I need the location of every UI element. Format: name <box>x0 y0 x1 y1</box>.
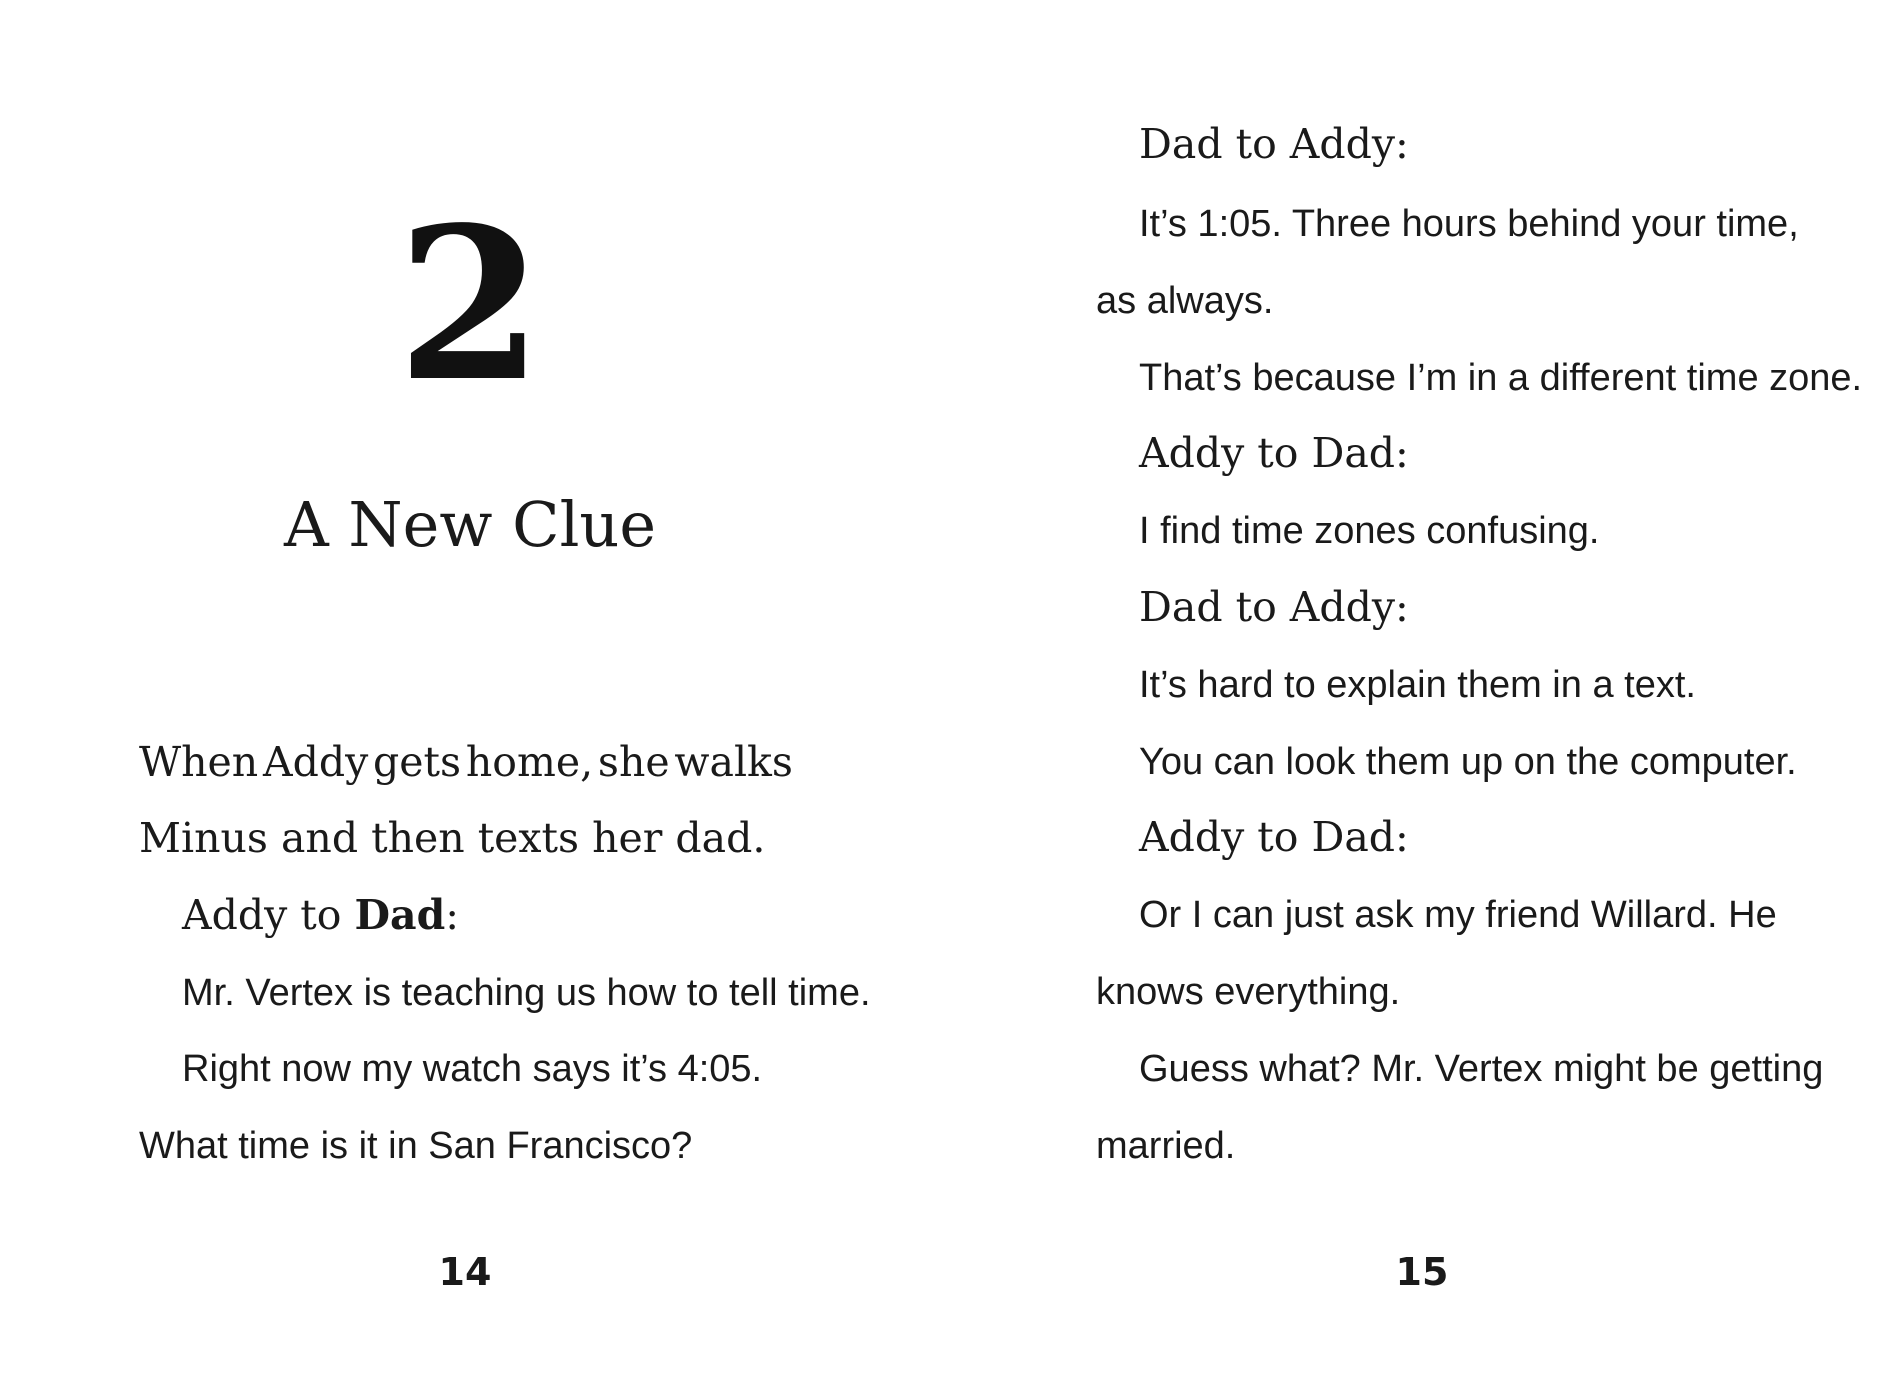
text-message-line: It’s hard to explain them in a text. <box>1139 664 1696 706</box>
text-message-line: You can look them up on the computer. <box>1139 741 1797 783</box>
chapter-number: 2 <box>396 181 544 428</box>
narration-line-1 <box>139 738 793 786</box>
text-message-line: I find time zones confusing. <box>1139 510 1600 552</box>
word: gets <box>373 738 462 786</box>
text-heading: Dad to Addy: <box>1139 120 1409 168</box>
word: walks <box>674 738 793 786</box>
text-heading: Dad to Addy: <box>1139 583 1409 631</box>
left-page <box>0 0 940 1400</box>
text-message-line: That’s because I’m in a different time zone. <box>1139 357 1863 399</box>
page-number: 14 <box>438 1250 492 1294</box>
text-message-line: Or I can just ask my friend Willard. He <box>1139 894 1777 936</box>
text-heading <box>182 891 460 939</box>
text-message-line-2: Right now my watch says it’s 4:05. <box>182 1048 763 1090</box>
word: home, <box>465 738 594 786</box>
word: she <box>597 738 670 786</box>
page-number: 15 <box>1395 1250 1449 1294</box>
text-message-line: married. <box>1096 1125 1236 1167</box>
chapter-title: A New Clue <box>283 488 657 561</box>
right-page <box>940 0 1881 1400</box>
narration-line-2: Minus and then texts her dad. <box>139 814 766 862</box>
heading-bold: Dad <box>354 891 446 939</box>
text-message-line-1: Mr. Vertex is teaching us how to tell time. <box>182 972 871 1014</box>
text-message-line: as always. <box>1096 280 1274 322</box>
word: Addy <box>263 738 369 786</box>
text-message-line: Guess what? Mr. Vertex might be getting <box>1139 1048 1824 1090</box>
text-heading: Addy to Dad: <box>1139 813 1409 861</box>
heading-prefix: Addy to <box>182 891 355 939</box>
text-message-line: knows everything. <box>1096 971 1401 1013</box>
word: When <box>139 738 259 786</box>
heading-suffix: : <box>445 891 460 939</box>
text-message-line: It’s 1:05. Three hours behind your time, <box>1139 203 1799 245</box>
text-message-line-3: What time is it in San Francisco? <box>139 1125 693 1167</box>
text-heading: Addy to Dad: <box>1139 429 1409 477</box>
